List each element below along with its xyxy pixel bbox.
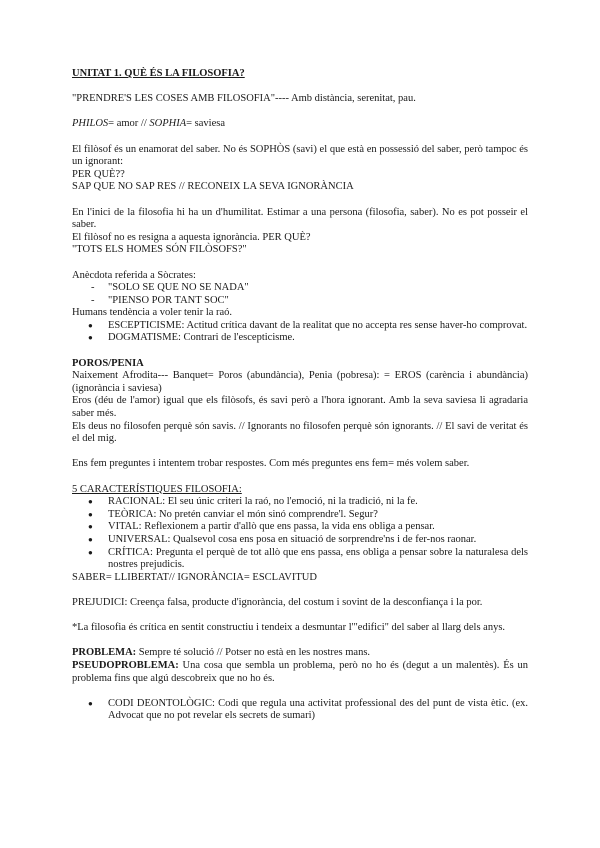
- socrates-quote: - "PIENSO POR TANT SOC": [72, 295, 528, 308]
- term-label: TEÒRICA: [108, 508, 154, 520]
- origin-paragraph: En l'inici de la filosofia hi ha un d'humilitat. Estimar a una persona (filosofia, saber). No es pot posseir el saber.: [72, 206, 528, 231]
- attitude-list: [72, 320, 528, 345]
- socrates-heading: Anècdota referida a Sòcrates:: [72, 269, 196, 281]
- etymology-line: [72, 118, 528, 131]
- freedom-equation: SABER= LLIBERTAT// IGNORÀNCIA= ESCLAVITUD: [72, 571, 317, 583]
- term-label: VITAL: [108, 521, 139, 533]
- intro-quote: "PRENDRE'S LES COSES AMB FILOSOFIA"---- Amb distància, serenitat, pau.: [72, 93, 416, 105]
- socrates-quote: - "SOLO SE QUE NO SE NADA": [72, 282, 528, 295]
- list-item: [72, 509, 528, 522]
- prejudice-definition: PREJUDICI: Creença falsa, producte d'ignorància, del costum i sovint de la desconfiança i la por.: [72, 596, 483, 608]
- poros-paragraph: Naixement Afrodita--- Banquet= Poros (abundància), Penia (pobresa): = EROS (carència i abundància) (ignorància i saviesa): [72, 370, 528, 394]
- term-definition: : Reflexionem a partir d'allò que ens passa, la vida ens obliga a pensar.: [138, 521, 435, 533]
- problem-text: Sempre té solució // Potser no està en les nostres mans.: [136, 647, 371, 659]
- list-item: [72, 521, 528, 534]
- term-definition: : No pretén canviar el món sinó comprendre'l. Segur?: [153, 508, 378, 520]
- critical-note: *La filosofia és crítica en sentit constructiu i tendeix a desmuntar l'"edifici" del saber al llarg dels anys.: [72, 622, 506, 634]
- list-item: [72, 534, 528, 547]
- term-definition: : Pregunta el perquè de tot allò que ens passa, ens obliga a pensar sobre la naturalesa dels nostres prejudicis.: [108, 546, 528, 571]
- pseudoproblem-line: [72, 660, 528, 685]
- pseudoproblem-text: Una cosa que sembla un problema, però no ho és (degut a un malentès). És un problema fins que algú descobreix que no ho és.: [72, 659, 528, 684]
- term-definition: : Qualsevol cosa ens posa en situació de sorprendre'ns i de fer-nos raonar.: [167, 533, 477, 545]
- term-definition: : Codi que regula una activitat professional des del punt de vista ètic. (ex. Advocat que no pot revelar els secrets de sumari): [108, 697, 529, 722]
- term-label: ESCEPTICISME: [108, 319, 182, 331]
- socrates-quote-list: [72, 282, 528, 307]
- term-definition: : El seu únic criteri la raó, no l'emoció, ni la tradició, ni la fe.: [162, 496, 418, 508]
- lover-answer: SAP QUE NO SAP RES // RECONEIX LA SEVA IGNORÀNCIA: [72, 181, 354, 193]
- list-item: [72, 547, 528, 572]
- list-item: [72, 698, 528, 723]
- poros-heading: POROS/PENIA: [72, 357, 144, 369]
- term-label: DOGMATISME: [108, 332, 179, 344]
- term-label: CODI DEONTOLÒGIC: [108, 697, 212, 709]
- term-definition: : Contrari de l'escepticisme.: [178, 332, 295, 344]
- list-item: [72, 332, 528, 345]
- list-item: [72, 320, 528, 333]
- lover-paragraph: El filòsof és un enamorat del saber. No és SOPHÒS (savi) el que està en possessió del saber, però tampoc és un ignorant:: [72, 143, 528, 168]
- list-item: [72, 496, 528, 509]
- questions-line: Ens fem preguntes i intentem trobar respostes. Com més preguntes ens fem= més volem saber.: [72, 458, 470, 470]
- document-page: [72, 68, 528, 723]
- origin-resign: El filòsof no es resigna a aquesta ignorància. PER QUÈ?: [72, 231, 311, 243]
- deontology-list: [72, 698, 528, 723]
- characteristics-heading: 5 CARACTERÍSTIQUES FILOSOFIA:: [72, 483, 242, 495]
- document-title: UNITAT 1. QUÈ ÉS LA FILOSOFIA?: [72, 68, 245, 79]
- poros-paragraph: Els deus no filosofen perquè són savis. // Ignorants no filosofen perquè són ignorants. // El savi de veritat és el del mig.: [72, 420, 528, 445]
- poros-paragraph: Eros (déu de l'amor) igual que els filòsofs, és savi però a l'hora ignorant. Amb la seva saviesa li agradaria saber més.: [72, 395, 528, 420]
- term-label: CRÍTICA: [108, 546, 150, 558]
- philos-meaning: = amor //: [108, 118, 150, 130]
- problem-label: PROBLEMA:: [72, 647, 137, 659]
- characteristics-list: [72, 496, 528, 572]
- term-definition: : Actitud crítica davant de la realitat que no accepta res sense haver-ho comprovat.: [181, 319, 528, 331]
- term-label: UNIVERSAL: [108, 533, 168, 545]
- problem-line: [72, 647, 528, 660]
- term-label: RACIONAL: [108, 496, 163, 508]
- philos-term: PHILOS: [72, 118, 109, 130]
- origin-quote: "TOTS ELS HOMES SÓN FILÒSOFS?": [72, 244, 247, 256]
- pseudoproblem-label: PSEUDOPROBLEMA:: [72, 659, 179, 671]
- sophia-meaning: = saviesa: [186, 118, 226, 130]
- tendency-line: Humans tendència a voler tenir la raó.: [72, 307, 233, 319]
- lover-question: PER QUÈ??: [72, 168, 125, 180]
- sophia-term: SOPHIA: [149, 118, 187, 130]
